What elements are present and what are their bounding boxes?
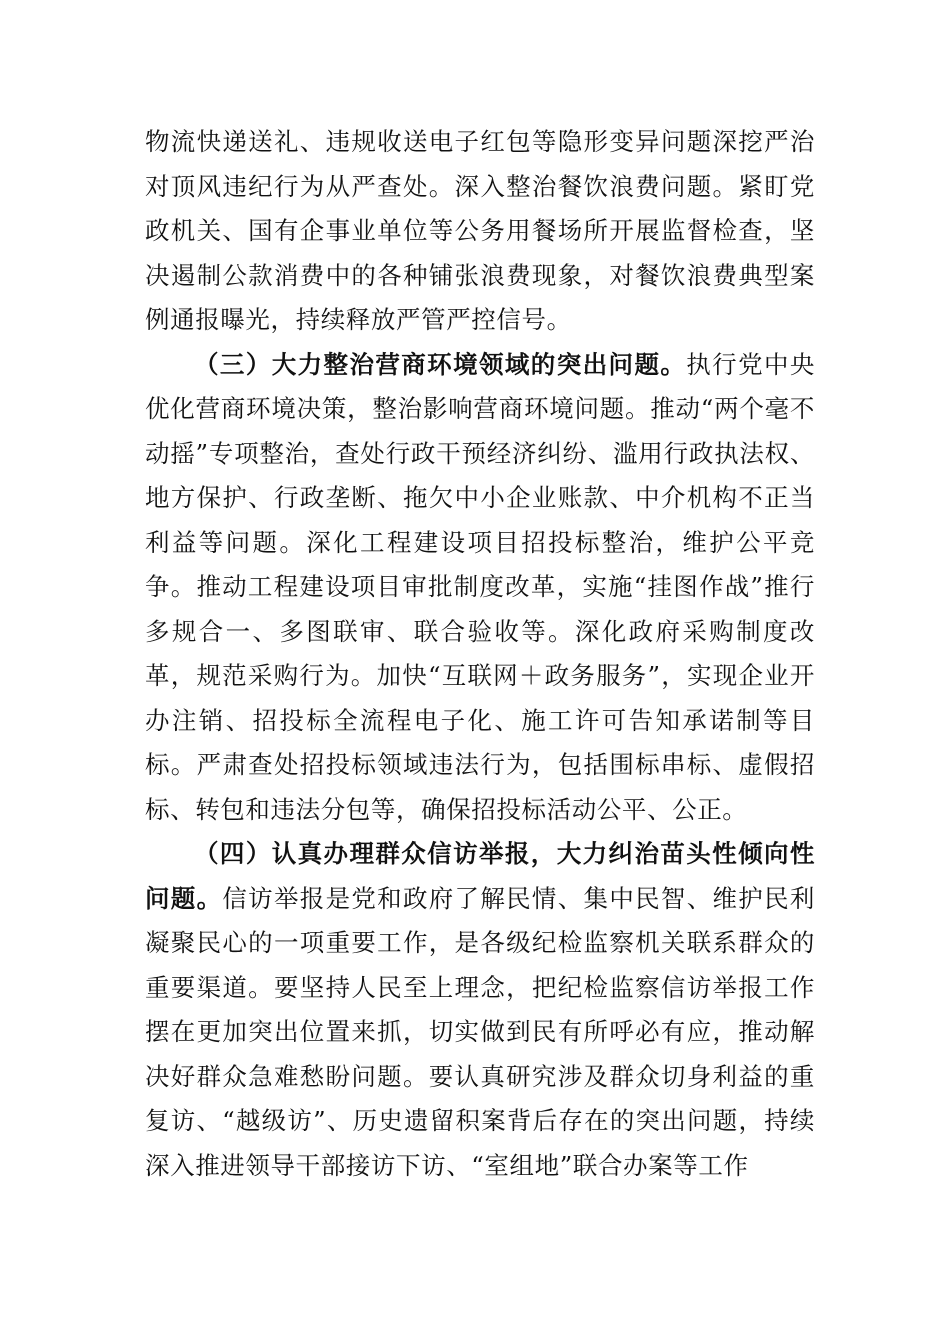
paragraph-continuation [145, 120, 815, 343]
section-3-heading: （三）大力整治营商环境领域的突出问题。 [194, 349, 687, 379]
section-4-body: 信访举报是党和政府了解民情、集中民智、维护民利凝聚民心的一项重要工作，是各级纪检监察机关联系群众的重要渠道。要坚持人民至上理念，把纪检监察信访举报工作摆在更加突出位置来抓，切实做到民有所呼必有应，推动解决好群众急难愁盼问题。要认真研究涉及群众切身利益的重复访、“越级访”、历史遗留积案背后存在的突出问题，持续深入推进领导干部接访下访、“室组地”联合办案等工作 [145, 883, 815, 1180]
section-3-body: 执行党中央优化营商环境决策，整治影响营商环境问题。推动“两个毫不动摇”专项整治，查处行政干预经济纠纷、滥用行政执法权、地方保护、行政垄断、拖欠中小企业账款、中介机构不正当利益等问题。深化工程建设项目招投标整治，维护公平竞争。推动工程建设项目审批制度改革，实施“挂图作战”推行多规合一、多图联审、联合验收等。深化政府采购制度改革，规范采购行为。加快“互联网＋政务服务”，实现企业开办注销、招投标全流程电子化、施工许可告知承诺制等目标。严肃查处招投标领域违法行为，包括围标串标、虚假招标、转包和违法分包等，确保招投标活动公平、公正。 [145, 349, 815, 824]
paragraph-1-body: 物流快递送礼、违规收送电子红包等隐形变异问题深挖严治对顶风违纪行为从严查处。深入整治餐饮浪费问题。紧盯党政机关、国有企事业单位等公务用餐场所开展监督检查，坚决遏制公款消费中的各种铺张浪费现象，对餐饮浪费典型案例通报曝光，持续释放严管严控信号。 [145, 127, 815, 334]
document-body [145, 120, 815, 1188]
section-4-heading: （四）认真办理群众信访举报，大力纠治苗头性倾向性问题。 [145, 839, 815, 913]
paragraph-section-4 [145, 832, 815, 1188]
paragraph-section-3 [145, 343, 815, 833]
